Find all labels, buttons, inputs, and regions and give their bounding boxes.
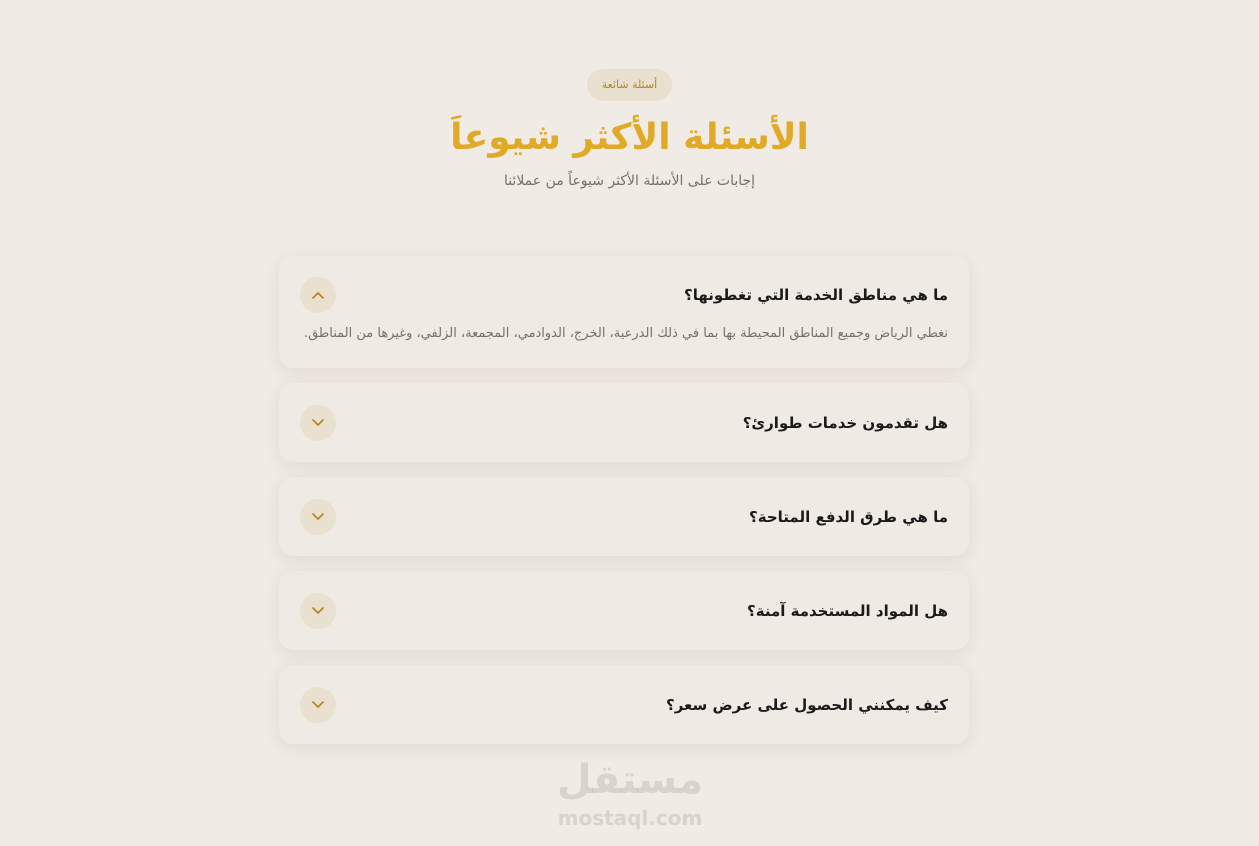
section-badge: أسئلة شائعة — [587, 69, 672, 101]
faq-question: هل المواد المستخدمة آمنة؟ — [747, 601, 948, 620]
faq-question: ما هي طرق الدفع المتاحة؟ — [749, 507, 948, 526]
chevron-up-icon[interactable] — [300, 277, 336, 313]
faq-question-button[interactable] — [279, 571, 969, 650]
faq-question-button[interactable] — [279, 477, 969, 556]
faq-item — [279, 571, 969, 650]
chevron-down-icon[interactable] — [300, 687, 336, 723]
faq-header — [0, 69, 1259, 191]
faq-list — [279, 256, 969, 759]
chevron-down-icon[interactable] — [300, 405, 336, 441]
faq-question-button[interactable] — [279, 665, 969, 744]
faq-item — [279, 256, 969, 368]
page-subtitle: إجابات على الأسئلة الأكثر شيوعاً من عملائنا — [503, 173, 756, 189]
faq-question: ما هي مناطق الخدمة التي تغطونها؟ — [684, 286, 948, 304]
faq-question-button[interactable] — [279, 383, 969, 462]
faq-question: كيف يمكنني الحصول على عرض سعر؟ — [666, 695, 948, 714]
page-title: الأسئلة الأكثر شيوعاَ — [450, 117, 809, 158]
faq-answer: نغطي الرياض وجميع المناطق المحيطة بها بما في ذلك الدرعية، الخرج، الدوادمي، المجمعة، الزلفي، وغيرها من المناطق. — [303, 326, 948, 341]
watermark-arabic: مستقل — [556, 757, 704, 803]
chevron-down-icon[interactable] — [300, 499, 336, 535]
faq-item — [279, 665, 969, 744]
faq-question: هل تقدمون خدمات طوارئ؟ — [742, 413, 948, 432]
faq-item — [279, 477, 969, 556]
watermark-latin: mostaql.com — [557, 806, 703, 830]
mostaql-watermark — [553, 752, 707, 828]
chevron-down-icon[interactable] — [300, 593, 336, 629]
faq-item — [279, 383, 969, 462]
